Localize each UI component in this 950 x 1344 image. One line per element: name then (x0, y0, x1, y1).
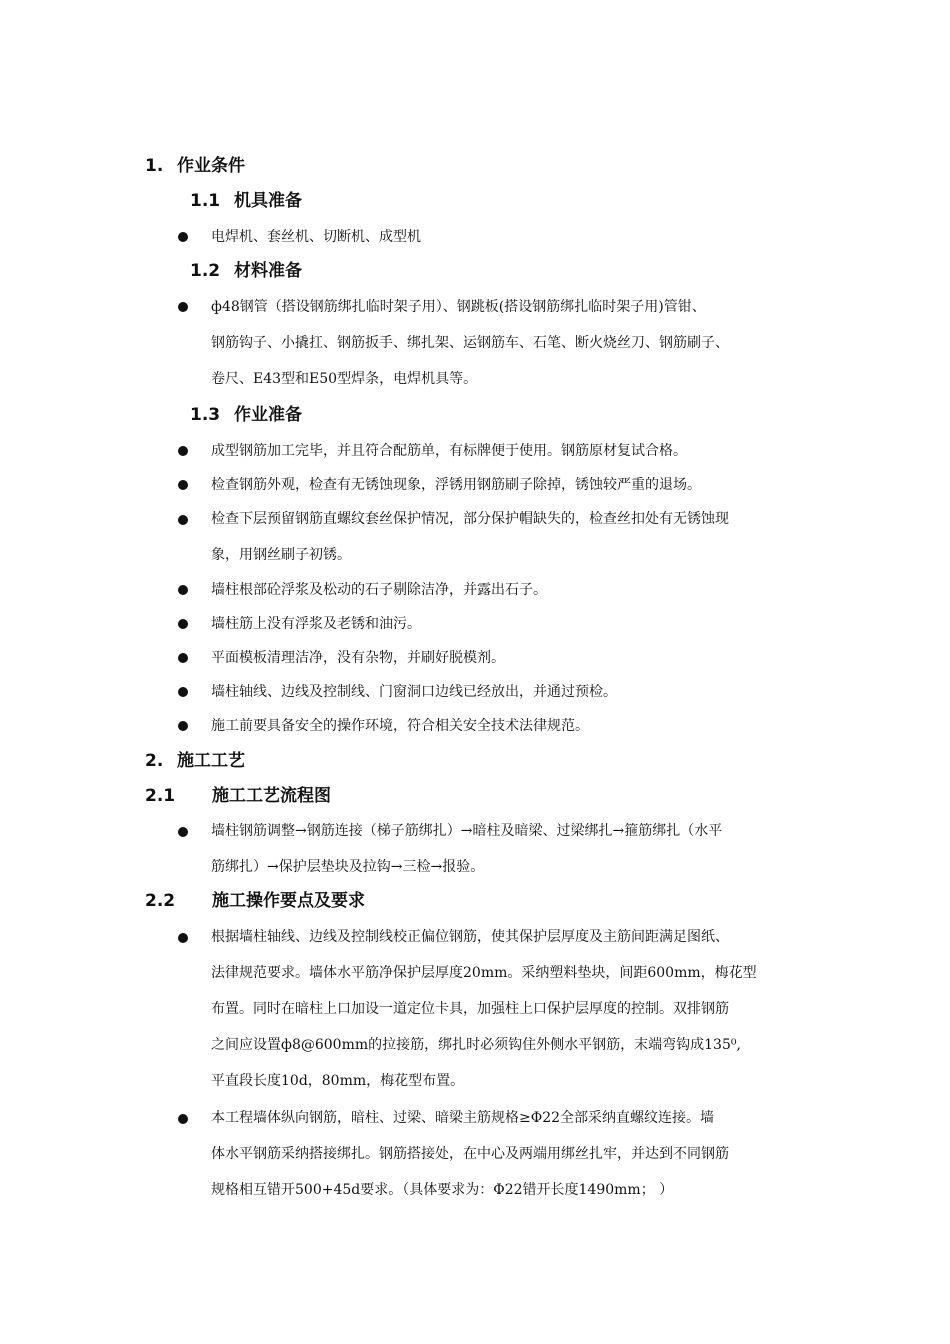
text-line: 检查下层预留钢筋直螺纹套丝保护情况，部分保护帽缺失的，检查丝扣处有无锈蚀现 (211, 511, 729, 527)
text-line: 平面模板清理洁净，没有杂物，并刷好脱模剂。 (211, 650, 505, 666)
text-line: 布置。同时在暗柱上口加设一道定位卡具，加强柱上口保护层厚度的控制。双排钢筋 (211, 1001, 729, 1017)
list-item (211, 715, 835, 737)
section-number: 1. (145, 156, 164, 176)
text-line: 平直段长度10d，80mm，梅花型布置。 (211, 1073, 465, 1089)
text-line: 体水平钢筋采纳搭接绑扎。钢筋搭接处，在中心及两端用绑丝扎牢，并达到不同钢筋 (211, 1146, 729, 1162)
text-line: 之间应设置ф8@600mm的拉接筋，绑扎时必须钩住外侧水平钢筋，末端弯钩成135⁰, (211, 1037, 741, 1053)
subsection-number: 2.1 (145, 786, 176, 806)
bullet-icon (178, 619, 188, 629)
subsection-heading-1-2 (190, 260, 302, 282)
list-item (211, 613, 835, 635)
section-heading-2 (145, 750, 245, 772)
section-title: 作业条件 (177, 156, 245, 176)
text-line: 检查钢筋外观，检查有无锈蚀现象，浮锈用钢筋刷子除掉，锈蚀较严重的退场。 (211, 477, 701, 493)
list-item (211, 289, 835, 397)
text-line: ф48钢管（搭设钢筋绑扎临时架子用）、钢跳板(搭设钢筋绑扎临时架子用)管钳、 (211, 299, 706, 315)
bullet-icon (178, 827, 188, 837)
subsection-title: 作业准备 (234, 405, 302, 425)
bullet-icon (178, 585, 188, 595)
text-line: 电焊机、套丝机、切断机、成型机 (211, 229, 421, 245)
text-line: 象，用钢丝刷子初锈。 (211, 547, 351, 563)
list-item (211, 501, 835, 573)
subsection-title: 施工工艺流程图 (212, 786, 331, 806)
subsection-heading-1-1 (190, 190, 302, 212)
text-line: 本工程墙体纵向钢筋，暗柱、过梁、暗梁主筋规格≥Φ22全部采纳直螺纹连接。墙 (211, 1110, 715, 1126)
list-item (211, 681, 835, 703)
subsection-heading-2-2 (145, 890, 365, 912)
bullet-icon (178, 232, 188, 242)
text-line: 卷尺、E43型和E50型焊条，电焊机具等。 (211, 371, 478, 387)
list-item (211, 647, 835, 669)
list-item (211, 1100, 835, 1208)
list-item (211, 579, 835, 601)
subsection-heading-1-3 (190, 404, 302, 426)
subsection-number: 1.1 (190, 191, 221, 211)
text-line: 墙柱筋上没有浮浆及老锈和油污。 (211, 616, 421, 632)
section-title: 施工工艺 (177, 751, 245, 771)
text-line: 墙柱轴线、边线及控制线、门窗洞口边线已经放出，并通过预检。 (211, 684, 617, 700)
subsection-title: 施工操作要点及要求 (212, 891, 365, 911)
subsection-number: 2.2 (145, 891, 176, 911)
bullet-icon (178, 933, 188, 943)
bullet-icon (178, 721, 188, 731)
text-line: 根据墙柱轴线、边线及控制线校正偏位钢筋，使其保护层厚度及主筋间距满足图纸、 (211, 929, 729, 945)
list-item (211, 440, 835, 462)
bullet-icon (178, 302, 188, 312)
subsection-number: 1.2 (190, 261, 221, 281)
bullet-icon (178, 480, 188, 490)
text-line: 筋绑扎）→保护层垫块及拉钩→三检→报验。 (211, 859, 485, 875)
bullet-icon (178, 1114, 188, 1124)
text-line: 钢筋钩子、小撬扛、钢筋扳手、绑扎架、运钢筋车、石笔、断火烧丝刀、钢筋刷子、 (211, 335, 729, 351)
section-number: 2. (145, 751, 164, 771)
subsection-number: 1.3 (190, 405, 221, 425)
list-item (211, 474, 835, 496)
subsection-title: 机具准备 (234, 191, 302, 211)
bullet-icon (178, 446, 188, 456)
bullet-icon (178, 515, 188, 525)
list-item (211, 226, 835, 248)
bullet-icon (178, 687, 188, 697)
subsection-heading-2-1 (145, 785, 331, 807)
list-item (211, 919, 835, 1099)
text-line: 墙柱根部砼浮浆及松动的石子剔除洁净，并露出石子。 (211, 582, 547, 598)
list-item (211, 813, 835, 885)
text-line: 成型钢筋加工完毕，并且符合配筋单，有标牌便于使用。钢筋原材复试合格。 (211, 443, 687, 459)
bullet-icon (178, 653, 188, 663)
text-line: 墙柱钢筋调整→钢筋连接（梯子筋绑扎）→暗柱及暗梁、过梁绑扎→箍筋绑扎（水平 (211, 823, 723, 839)
section-heading-1 (145, 155, 245, 177)
text-line: 法律规范要求。墙体水平筋净保护层厚度20mm。采纳塑料垫块，间距600mm，梅花型 (211, 965, 757, 981)
text-line: 施工前要具备安全的操作环境，符合相关安全技术法律规范。 (211, 718, 589, 734)
subsection-title: 材料准备 (234, 261, 302, 281)
text-line: 规格相互错开500+45d要求。（具体要求为：Φ22错开长度1490mm； ） (211, 1182, 674, 1198)
